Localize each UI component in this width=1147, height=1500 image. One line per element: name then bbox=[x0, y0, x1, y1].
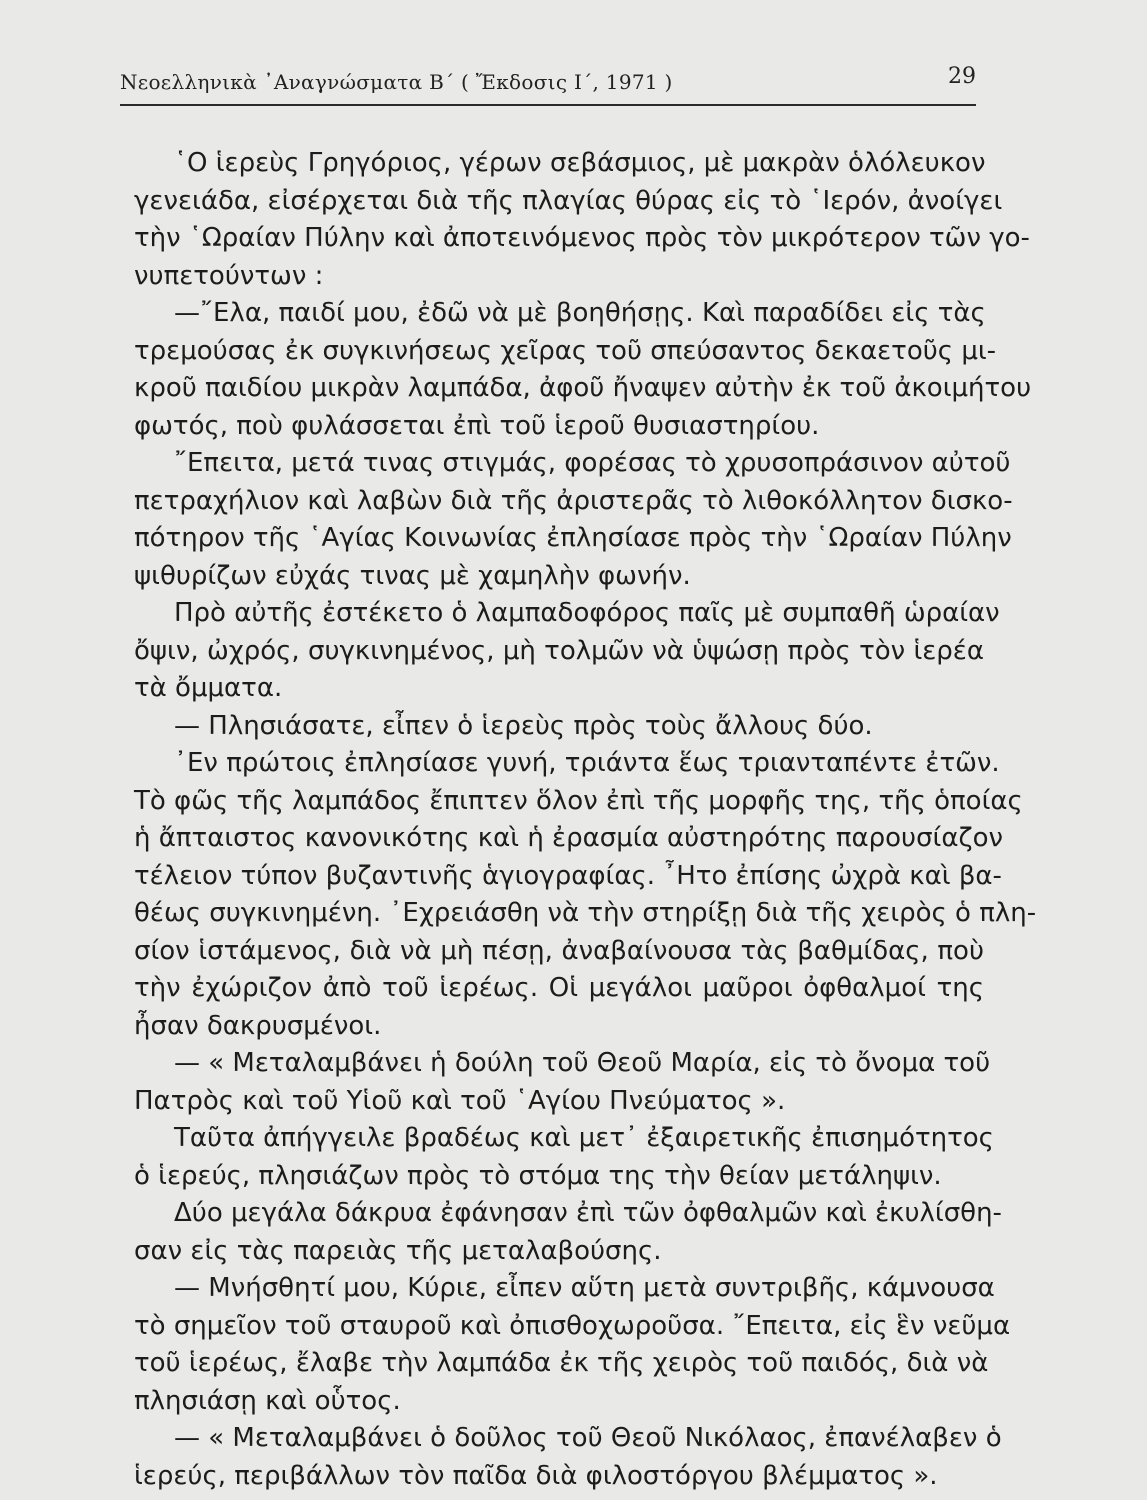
text-line: Δύο μεγάλα δάκρυα ἐφάνησαν ἐπὶ τῶν ὀφθαλμῶν καὶ ἐκυλίσθη- bbox=[174, 1198, 1002, 1228]
text-line: θέως συγκινημένη. ᾿Εχρειάσθη νὰ τὴν στηρίξῃ διὰ τῆς χειρὸς ὁ πλη- bbox=[134, 898, 1037, 928]
text-line: Τὸ φῶς τῆς λαμπάδος ἔπιπτεν ὅλον ἐπὶ τῆς μορφῆς της, τῆς ὁποίας bbox=[134, 785, 1023, 816]
text-line: τέλειον τύπον βυζαντινῆς ἁγιογραφίας. ῏Ητο ἐπίσης ὠχρὰ καὶ βα- bbox=[134, 860, 1002, 891]
text-line: ἦσαν δακρυσμένοι. bbox=[134, 1010, 382, 1041]
text-line: ψιθυρίζων εὐχάς τινας μὲ χαμηλὴν φωνήν. bbox=[134, 560, 691, 591]
text-line: ᾿Εν πρώτοις ἐπλησίασε γυνή, τριάντα ἕως τριανταπέντε ἐτῶν. bbox=[174, 748, 1000, 778]
text-line: πλησιάσῃ καὶ οὗτος. bbox=[134, 1385, 401, 1416]
text-line: φωτός, ποὺ φυλάσσεται ἐπὶ τοῦ ἱεροῦ θυσιαστηρίου. bbox=[134, 410, 820, 441]
text-line: ὁ ἱερεύς, πλησιάζων πρὸς τὸ στόμα της τὴν θείαν μετάληψιν. bbox=[134, 1160, 942, 1191]
text-line: νυπετούντων : bbox=[134, 260, 324, 291]
text-line: πετραχήλιον καὶ λαβὼν διὰ τῆς ἀριστερᾶς τὸ λιθοκόλλητον δισκο- bbox=[134, 485, 1013, 516]
text-line: Ταῦτα ἀπήγγειλε βραδέως καὶ μετ᾿ ἐξαιρετικῆς ἐπισημότητος bbox=[174, 1123, 994, 1153]
text-line: σαν εἰς τὰς παρειὰς τῆς μεταλαβούσης. bbox=[134, 1235, 662, 1266]
text-line: σίον ἱστάμενος, διὰ νὰ μὴ πέσῃ, ἀναβαίνουσα τὰς βαθμίδας, ποὺ bbox=[134, 935, 984, 966]
text-line: — Πλησιάσατε, εἶπεν ὁ ἱερεὺς πρὸς τοὺς ἄλλους δύο. bbox=[174, 710, 873, 741]
text-line: — « Μεταλαμβάνει ὁ δοῦλος τοῦ Θεοῦ Νικόλαος, ἐπανέλαβεν ὁ bbox=[174, 1423, 1002, 1453]
text-line: τὰ ὄμματα. bbox=[134, 673, 283, 703]
text-line: τρεμούσας ἐκ συγκινήσεως χεῖρας τοῦ σπεύσαντος δεκαετοῦς μι- bbox=[134, 335, 997, 366]
text-line: — Μνήσθητί μου, Κύριε, εἶπεν αὕτη μετὰ συντριβῆς, κάμνουσα bbox=[174, 1273, 995, 1303]
text-line: ὄψιν, ὠχρός, συγκινημένος, μὴ τολμῶν νὰ ὑψώσῃ πρὸς τὸν ἱερέα bbox=[134, 635, 984, 666]
header-title: Νεοελληνικὰ ᾿Αναγνώσματα Β΄ ( Ἔκδοσις Ι΄, 1971 ) bbox=[120, 70, 673, 94]
running-header bbox=[120, 62, 980, 102]
text-line: ῾Ο ἱερεὺς Γρηγόριος, γέρων σεβάσμιος, μὲ μακρὰν ὁλόλευκον bbox=[174, 148, 986, 178]
text-line: Πατρὸς καὶ τοῦ Υἱοῦ καὶ τοῦ ῾Αγίου Πνεύματος ». bbox=[134, 1085, 786, 1116]
page-number: 29 bbox=[948, 64, 976, 89]
text-line: τὴν ῾Ωραίαν Πύλην καὶ ἀποτεινόμενος πρὸς τὸν μικρότερον τῶν γο- bbox=[134, 223, 1030, 253]
text-line: τὴν ἐχώριζον ἀπὸ τοῦ ἱερέως. Οἱ μεγάλοι μαῦροι ὀφθαλμοί της bbox=[134, 973, 984, 1003]
text-line: ἡ ἄπταιστος κανονικότης καὶ ἡ ἐρασμία αὐστηρότης παρουσίαζον bbox=[134, 823, 1004, 853]
header-rule bbox=[120, 104, 976, 106]
body-text bbox=[134, 145, 1037, 1495]
text-line: — « Μεταλαμβάνει ἡ δούλη τοῦ Θεοῦ Μαρία, εἰς τὸ ὄνομα τοῦ bbox=[174, 1048, 991, 1078]
text-line: γενειάδα, εἰσέρχεται διὰ τῆς πλαγίας θύρας εἰς τὸ ῾Ιερόν, ἀνοίγει bbox=[134, 185, 1003, 216]
text-line: —῎Ελα, παιδί μου, ἐδῶ νὰ μὲ βοηθήσῃς. Καὶ παραδίδει εἰς τὰς bbox=[174, 298, 986, 328]
text-line: ῎Επειτα, μετά τινας στιγμάς, φορέσας τὸ χρυσοπράσινον αὐτοῦ bbox=[174, 448, 1011, 478]
text-line: τὸ σημεῖον τοῦ σταυροῦ καὶ ὀπισθοχωροῦσα. ῎Επειτα, εἰς ἓν νεῦμα bbox=[134, 1310, 1011, 1341]
text-line: τοῦ ἱερέως, ἔλαβε τὴν λαμπάδα ἐκ τῆς χειρὸς τοῦ παιδός, διὰ νὰ bbox=[134, 1348, 989, 1378]
text-line: ἱερεύς, περιβάλλων τὸν παῖδα διὰ φιλοστόργου βλέμματος ». bbox=[134, 1460, 938, 1491]
text-line: κροῦ παιδίου μικρὰν λαμπάδα, ἀφοῦ ἤναψεν αὐτὴν ἐκ τοῦ ἀκοιμήτου bbox=[134, 373, 1032, 403]
text-line: Πρὸ αὐτῆς ἐστέκετο ὁ λαμπαδοφόρος παῖς μὲ συμπαθῆ ὡραίαν bbox=[174, 598, 1000, 628]
text-line: πότηρον τῆς ῾Αγίας Κοινωνίας ἐπλησίασε πρὸς τὴν ῾Ωραίαν Πύλην bbox=[134, 523, 1012, 553]
